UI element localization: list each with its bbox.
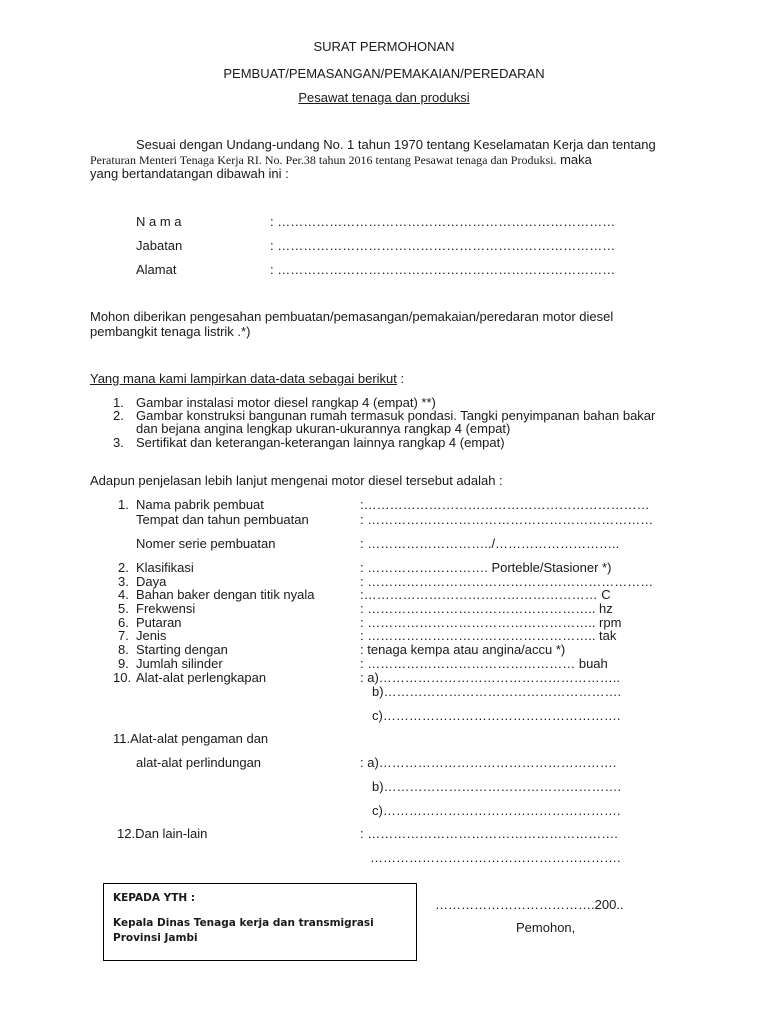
- identity-position-value: : ……………………………………………………………………: [270, 238, 616, 253]
- detail-value: b)……………………………………………….: [372, 684, 622, 699]
- detail-num: 6.: [118, 615, 129, 630]
- detail-num: 9.: [118, 656, 129, 671]
- detail-label: Frekwensi: [136, 601, 196, 616]
- recipient-box: [103, 883, 417, 961]
- detail-num: 4.: [118, 587, 129, 602]
- recipient-heading: KEPADA YTH :: [113, 892, 196, 904]
- detail-label: Putaran: [136, 615, 182, 630]
- detail-label: Nomer serie pembuatan: [136, 536, 276, 551]
- detail-value: : …………………………………………….. rpm: [360, 615, 622, 630]
- detail-num: 2.: [118, 560, 129, 575]
- detail-label: Bahan baker dengan titik nyala: [136, 587, 315, 602]
- page-subject: [0, 90, 768, 105]
- detail-value: : …………………………………………….. hz: [360, 601, 613, 616]
- detail-label: Tempat dan tahun pembuatan: [136, 512, 309, 527]
- attachment-3-text: Sertifikat dan keterangan-keterangan lainnya rangkap 4 (empat): [136, 435, 505, 450]
- page-title: SURAT PERMOHONAN: [313, 39, 455, 54]
- attachment-1-num: 1.: [113, 395, 124, 410]
- signature-label: Pemohon,: [516, 920, 576, 935]
- detail-label: Jumlah silinder: [136, 656, 223, 671]
- detail-value: : ………………………. Porteble/Stasioner *): [360, 560, 612, 575]
- details-intro: Adapun penjelasan lebih lanjut mengenai motor diesel tersebut adalah :: [90, 473, 503, 488]
- detail-num: 3.: [118, 574, 129, 589]
- request-line-1: Mohon diberikan pengesahan pembuatan/pemasangan/pemakaian/peredaran motor diesel: [90, 309, 614, 324]
- detail-value: : ………………………………………… buah: [360, 656, 608, 671]
- request-line-2: pembangkit tenaga listrik .*): [90, 324, 251, 339]
- detail-value: : a)………………………………………………..: [360, 670, 621, 685]
- intro-line-1: Sesuai dengan Undang-undang No. 1 tahun 1970 tentang Keselamatan Kerja dan tentang: [136, 137, 656, 152]
- attachments-heading-text: Yang mana kami lampirkan data-data sebagai berikut: [90, 371, 397, 386]
- detail-label: Alat-alat perlengkapan: [136, 670, 267, 685]
- identity-name-value: : ……………………………………………………………………: [270, 214, 616, 229]
- other-value-2: ………………………………………………….: [370, 850, 621, 865]
- detail-num: 10.: [113, 670, 132, 685]
- attachment-2-cont: dan bejana angina lengkap ukuran-ukurannya rangkap 4 (empat): [136, 421, 511, 436]
- signature-date: ……………………………….200..: [435, 897, 624, 912]
- detail-value: : ………………………../………………………..: [360, 536, 620, 551]
- detail-label: Jenis: [136, 628, 167, 643]
- intro-line-3: yang bertandatangan dibawah ini :: [90, 166, 289, 181]
- page-subtitle: PEMBUAT/PEMASANGAN/PEMAKAIAN/PEREDARAN: [223, 66, 545, 81]
- safety-label-1: 11.Alat-alat pengaman dan: [113, 731, 269, 746]
- detail-value: : tenaga kempa atau angina/accu *): [360, 642, 566, 657]
- intro-line-2-tail: maka: [556, 152, 592, 167]
- other-label: 12.Dan lain-lain: [117, 826, 208, 841]
- identity-address-label: Alamat: [136, 262, 177, 277]
- identity-position-label: Jabatan: [136, 238, 183, 253]
- detail-num: 5.: [118, 601, 129, 616]
- recipient-body: Kepala Dinas Tenaga kerja dan transmigrasi Provinsi Jambi: [113, 917, 374, 944]
- detail-label: Klasifikasi: [136, 560, 194, 575]
- subject-text: Pesawat tenaga dan produksi: [298, 90, 470, 105]
- detail-value: :……………………………………………… C: [360, 587, 611, 602]
- detail-value: :…………………………………………………………: [360, 497, 650, 512]
- attachment-1-text: Gambar instalasi motor diesel rangkap 4 (empat) **): [136, 395, 436, 410]
- detail-label: Nama pabrik pembuat: [136, 497, 264, 512]
- attachments-heading: [90, 371, 404, 386]
- detail-value: c)……………………………………………….: [372, 708, 621, 723]
- safety-value-c: c)……………………………………………….: [372, 803, 621, 818]
- detail-num: 7.: [118, 628, 129, 643]
- other-value-1: : ………………………………………………….: [360, 826, 618, 841]
- identity-name-label: N a m a: [136, 214, 182, 229]
- detail-value: : …………………………………………………………: [360, 512, 654, 527]
- safety-label-2: alat-alat perlindungan: [136, 755, 262, 770]
- identity-address-value: : ……………………………………………………………………: [270, 262, 616, 277]
- detail-label: Starting dengan: [136, 642, 228, 657]
- detail-num: 1.: [118, 497, 129, 512]
- attachment-3-num: 3.: [113, 435, 124, 450]
- attachments-heading-tail: :: [396, 371, 405, 386]
- attachment-2-text: Gambar konstruksi bangunan rumah termasuk pondasi. Tangki penyimpanan bahan bakar: [136, 408, 656, 423]
- detail-num: 8.: [118, 642, 129, 657]
- intro-regulation: Peraturan Menteri Tenaga Kerja RI. No. Per.38 tahun 2016 tentang Pesawat tenaga dan Produksi.: [90, 153, 557, 167]
- safety-value-b: b)……………………………………………….: [372, 779, 622, 794]
- detail-value: : …………………………………………….. tak: [360, 628, 617, 643]
- detail-value: : …………………………………………………………: [360, 574, 654, 589]
- detail-label: Daya: [136, 574, 167, 589]
- safety-value-a: : a)……………………………………………….: [360, 755, 617, 770]
- attachment-2-num: 2.: [113, 408, 124, 423]
